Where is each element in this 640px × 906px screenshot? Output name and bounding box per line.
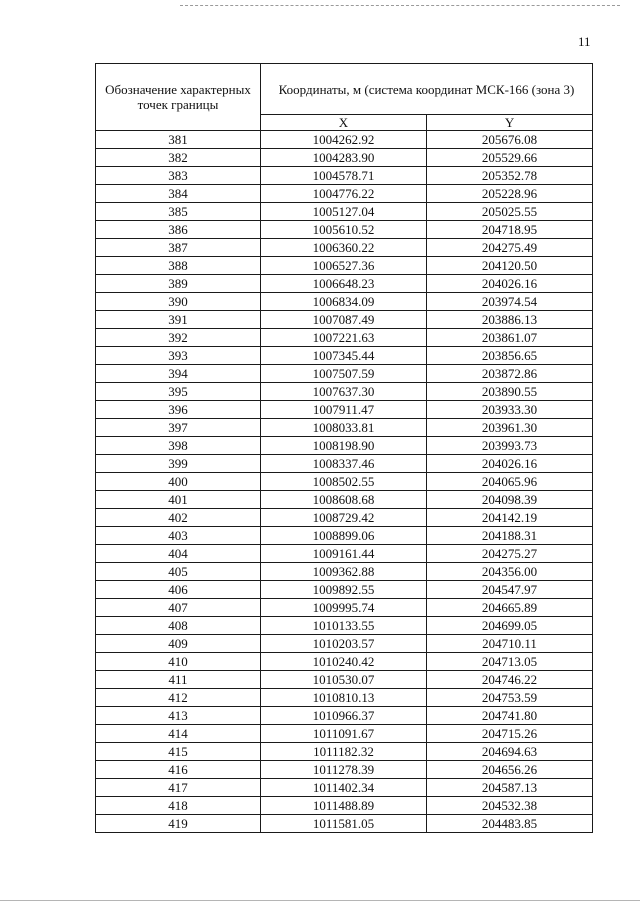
x-coordinate-cell: 1009161.44	[261, 545, 427, 563]
x-coordinate-cell: 1004578.71	[261, 167, 427, 185]
table-row	[96, 311, 593, 329]
point-number-cell: 419	[96, 815, 261, 833]
scan-top-edge	[180, 5, 620, 6]
x-coordinate-cell: 1007221.63	[261, 329, 427, 347]
header-coordinates: Координаты, м (система координат МСК-166 (зона 3)	[261, 64, 593, 115]
point-number-cell: 398	[96, 437, 261, 455]
y-coordinate-cell: 203933.30	[427, 401, 593, 419]
point-number-cell: 384	[96, 185, 261, 203]
x-coordinate-cell: 1009362.88	[261, 563, 427, 581]
point-number-cell: 400	[96, 473, 261, 491]
point-number-cell: 388	[96, 257, 261, 275]
table-row	[96, 149, 593, 167]
y-coordinate-cell: 204741.80	[427, 707, 593, 725]
point-number-cell: 407	[96, 599, 261, 617]
point-number-cell: 404	[96, 545, 261, 563]
table-row	[96, 329, 593, 347]
y-coordinate-cell: 204753.59	[427, 689, 593, 707]
table-row	[96, 563, 593, 581]
y-coordinate-cell: 204547.97	[427, 581, 593, 599]
table-row	[96, 779, 593, 797]
y-coordinate-cell: 203974.54	[427, 293, 593, 311]
x-coordinate-cell: 1011581.05	[261, 815, 427, 833]
header-y: Y	[427, 115, 593, 131]
point-number-cell: 405	[96, 563, 261, 581]
table-row	[96, 437, 593, 455]
x-coordinate-cell: 1010203.57	[261, 635, 427, 653]
table-row	[96, 527, 593, 545]
y-coordinate-cell: 205228.96	[427, 185, 593, 203]
y-coordinate-cell: 203890.55	[427, 383, 593, 401]
y-coordinate-cell: 204142.19	[427, 509, 593, 527]
table-row	[96, 509, 593, 527]
table-row	[96, 725, 593, 743]
point-number-cell: 409	[96, 635, 261, 653]
point-number-cell: 415	[96, 743, 261, 761]
point-number-cell: 386	[96, 221, 261, 239]
x-coordinate-cell: 1006834.09	[261, 293, 427, 311]
x-coordinate-cell: 1006527.36	[261, 257, 427, 275]
point-number-cell: 417	[96, 779, 261, 797]
table-row	[96, 617, 593, 635]
point-number-cell: 389	[96, 275, 261, 293]
y-coordinate-cell: 205025.55	[427, 203, 593, 221]
table-row	[96, 203, 593, 221]
point-number-cell: 387	[96, 239, 261, 257]
table-row	[96, 797, 593, 815]
table-row	[96, 689, 593, 707]
x-coordinate-cell: 1008608.68	[261, 491, 427, 509]
point-number-cell: 395	[96, 383, 261, 401]
y-coordinate-cell: 204699.05	[427, 617, 593, 635]
y-coordinate-cell: 204065.96	[427, 473, 593, 491]
table-row	[96, 707, 593, 725]
y-coordinate-cell: 204120.50	[427, 257, 593, 275]
y-coordinate-cell: 204026.16	[427, 275, 593, 293]
x-coordinate-cell: 1008729.42	[261, 509, 427, 527]
y-coordinate-cell: 204694.63	[427, 743, 593, 761]
point-number-cell: 393	[96, 347, 261, 365]
header-point-designation: Обозначение характерных точек границы	[96, 64, 261, 131]
point-number-cell: 394	[96, 365, 261, 383]
point-number-cell: 416	[96, 761, 261, 779]
coordinates-table	[95, 63, 593, 833]
table-row	[96, 131, 593, 149]
x-coordinate-cell: 1004283.90	[261, 149, 427, 167]
y-coordinate-cell: 204098.39	[427, 491, 593, 509]
page-number: 11	[578, 34, 591, 49]
table-row	[96, 239, 593, 257]
y-coordinate-cell: 204656.26	[427, 761, 593, 779]
point-number-cell: 391	[96, 311, 261, 329]
y-coordinate-cell: 204275.49	[427, 239, 593, 257]
table-row	[96, 599, 593, 617]
point-number-cell: 397	[96, 419, 261, 437]
table-row	[96, 491, 593, 509]
table-row	[96, 653, 593, 671]
x-coordinate-cell: 1004262.92	[261, 131, 427, 149]
y-coordinate-cell: 204188.31	[427, 527, 593, 545]
x-coordinate-cell: 1008502.55	[261, 473, 427, 491]
table-row	[96, 815, 593, 833]
y-coordinate-cell: 204665.89	[427, 599, 593, 617]
x-coordinate-cell: 1008337.46	[261, 455, 427, 473]
point-number-cell: 396	[96, 401, 261, 419]
y-coordinate-cell: 204532.38	[427, 797, 593, 815]
x-coordinate-cell: 1005127.04	[261, 203, 427, 221]
y-coordinate-cell: 203861.07	[427, 329, 593, 347]
scan-bottom-edge	[0, 900, 640, 901]
y-coordinate-cell: 203993.73	[427, 437, 593, 455]
point-number-cell: 385	[96, 203, 261, 221]
y-coordinate-cell: 204356.00	[427, 563, 593, 581]
x-coordinate-cell: 1007637.30	[261, 383, 427, 401]
x-coordinate-cell: 1006360.22	[261, 239, 427, 257]
y-coordinate-cell: 204710.11	[427, 635, 593, 653]
x-coordinate-cell: 1010966.37	[261, 707, 427, 725]
point-number-cell: 414	[96, 725, 261, 743]
table-row	[96, 419, 593, 437]
y-coordinate-cell: 205676.08	[427, 131, 593, 149]
point-number-cell: 402	[96, 509, 261, 527]
table-row	[96, 635, 593, 653]
y-coordinate-cell: 204483.85	[427, 815, 593, 833]
point-number-cell: 418	[96, 797, 261, 815]
x-coordinate-cell: 1007345.44	[261, 347, 427, 365]
table-row	[96, 401, 593, 419]
point-number-cell: 383	[96, 167, 261, 185]
y-coordinate-cell: 204587.13	[427, 779, 593, 797]
y-coordinate-cell: 205352.78	[427, 167, 593, 185]
point-number-cell: 401	[96, 491, 261, 509]
point-number-cell: 381	[96, 131, 261, 149]
x-coordinate-cell: 1011091.67	[261, 725, 427, 743]
table-row	[96, 581, 593, 599]
point-number-cell: 413	[96, 707, 261, 725]
x-coordinate-cell: 1007087.49	[261, 311, 427, 329]
y-coordinate-cell: 203856.65	[427, 347, 593, 365]
x-coordinate-cell: 1011488.89	[261, 797, 427, 815]
x-coordinate-cell: 1005610.52	[261, 221, 427, 239]
header-x: X	[261, 115, 427, 131]
y-coordinate-cell: 203872.86	[427, 365, 593, 383]
table-row	[96, 383, 593, 401]
x-coordinate-cell: 1007507.59	[261, 365, 427, 383]
y-coordinate-cell: 204715.26	[427, 725, 593, 743]
point-number-cell: 390	[96, 293, 261, 311]
y-coordinate-cell: 204746.22	[427, 671, 593, 689]
x-coordinate-cell: 1009995.74	[261, 599, 427, 617]
table-row	[96, 545, 593, 563]
point-number-cell: 382	[96, 149, 261, 167]
y-coordinate-cell: 204026.16	[427, 455, 593, 473]
y-coordinate-cell: 204275.27	[427, 545, 593, 563]
table-row	[96, 347, 593, 365]
x-coordinate-cell: 1008198.90	[261, 437, 427, 455]
x-coordinate-cell: 1010810.13	[261, 689, 427, 707]
point-number-cell: 411	[96, 671, 261, 689]
table-row	[96, 257, 593, 275]
table-row	[96, 167, 593, 185]
x-coordinate-cell: 1008033.81	[261, 419, 427, 437]
point-number-cell: 392	[96, 329, 261, 347]
table-row	[96, 743, 593, 761]
x-coordinate-cell: 1008899.06	[261, 527, 427, 545]
x-coordinate-cell: 1010240.42	[261, 653, 427, 671]
y-coordinate-cell: 203886.13	[427, 311, 593, 329]
x-coordinate-cell: 1007911.47	[261, 401, 427, 419]
point-number-cell: 403	[96, 527, 261, 545]
table-row	[96, 293, 593, 311]
x-coordinate-cell: 1011402.34	[261, 779, 427, 797]
table-row	[96, 221, 593, 239]
table-body	[96, 131, 593, 833]
table-row	[96, 275, 593, 293]
point-number-cell: 412	[96, 689, 261, 707]
x-coordinate-cell: 1010133.55	[261, 617, 427, 635]
table-row	[96, 455, 593, 473]
table-row	[96, 185, 593, 203]
point-number-cell: 410	[96, 653, 261, 671]
x-coordinate-cell: 1010530.07	[261, 671, 427, 689]
y-coordinate-cell: 204713.05	[427, 653, 593, 671]
x-coordinate-cell: 1004776.22	[261, 185, 427, 203]
y-coordinate-cell: 204718.95	[427, 221, 593, 239]
table-row	[96, 761, 593, 779]
point-number-cell: 408	[96, 617, 261, 635]
table-row	[96, 671, 593, 689]
x-coordinate-cell: 1011182.32	[261, 743, 427, 761]
x-coordinate-cell: 1009892.55	[261, 581, 427, 599]
table-row	[96, 473, 593, 491]
table-row	[96, 365, 593, 383]
x-coordinate-cell: 1011278.39	[261, 761, 427, 779]
x-coordinate-cell: 1006648.23	[261, 275, 427, 293]
y-coordinate-cell: 205529.66	[427, 149, 593, 167]
point-number-cell: 406	[96, 581, 261, 599]
y-coordinate-cell: 203961.30	[427, 419, 593, 437]
point-number-cell: 399	[96, 455, 261, 473]
